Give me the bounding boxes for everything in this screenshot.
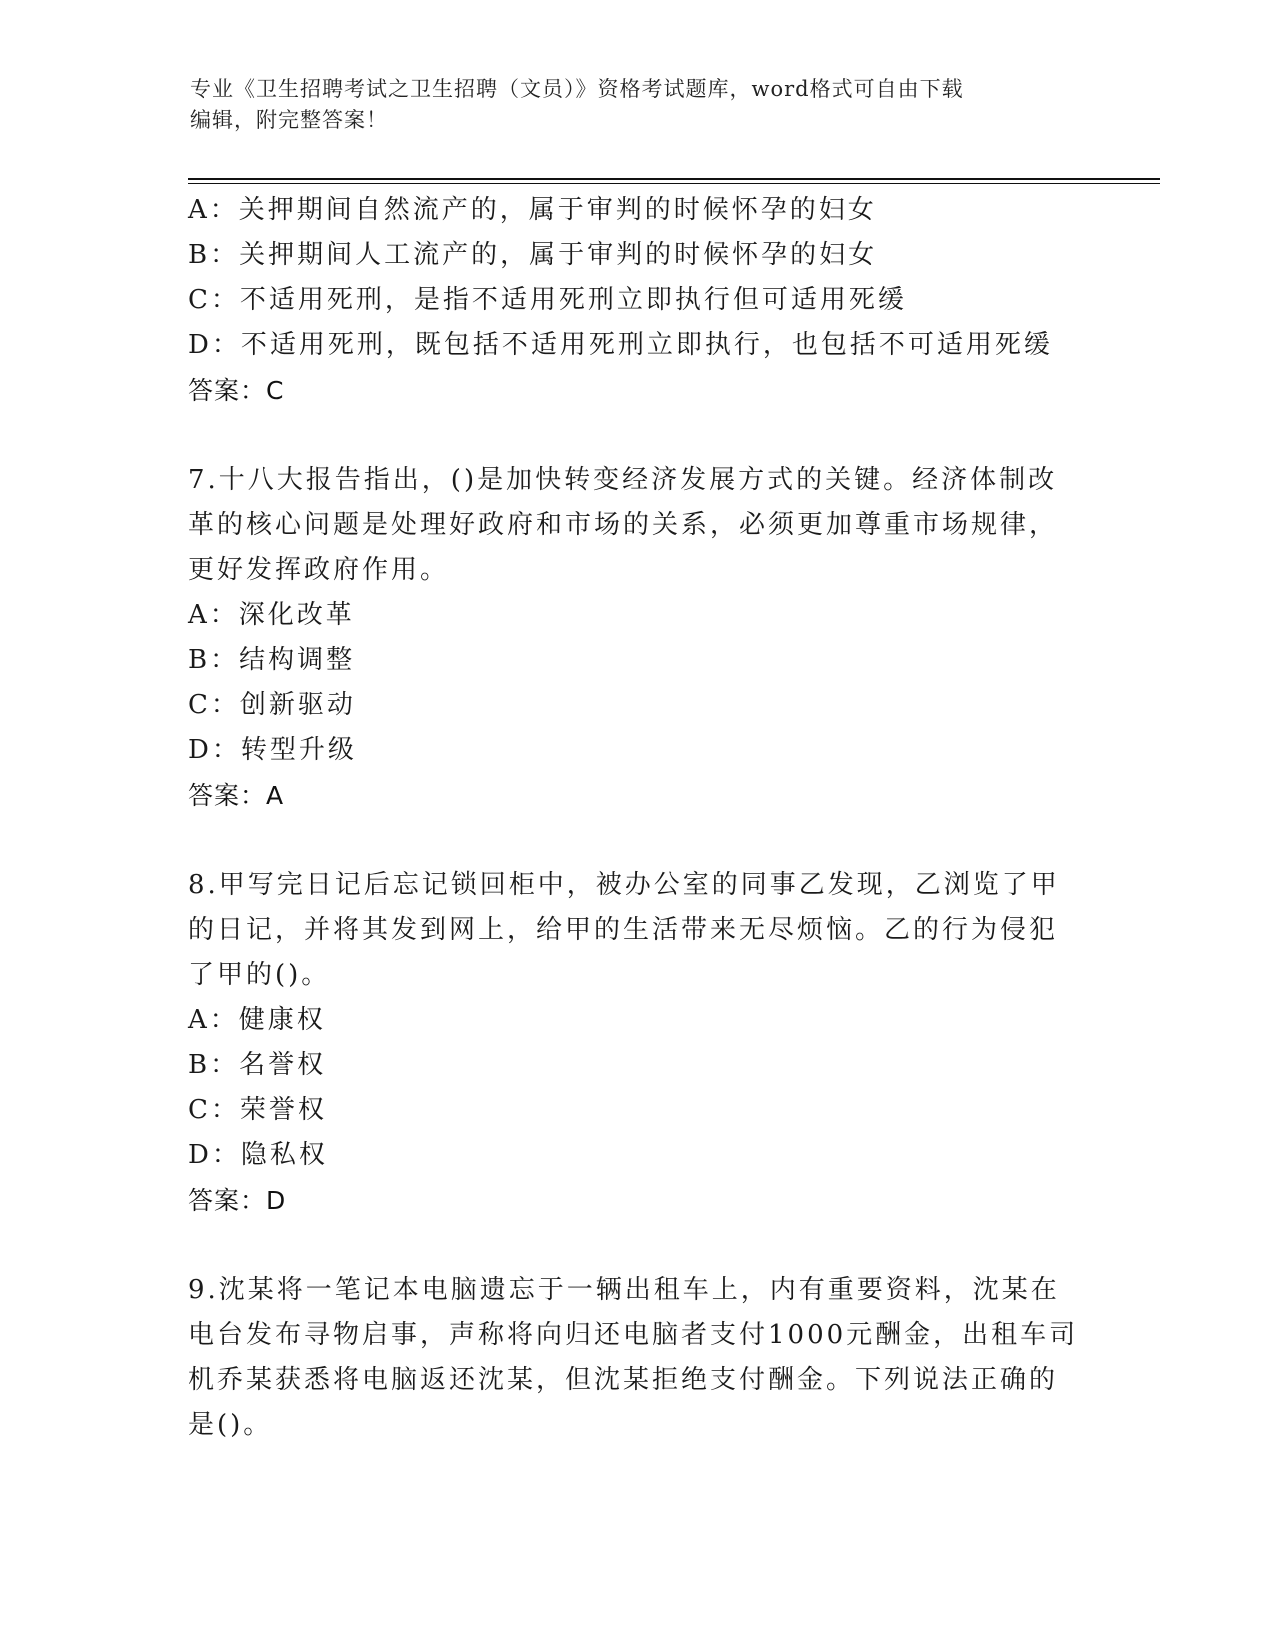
question-stem-line: 机乔某获悉将电脑返还沈某，但沈某拒绝支付酬金。下列说法正确的 xyxy=(188,1365,1059,1395)
spacer xyxy=(188,819,1088,863)
answer: 答案：C xyxy=(188,376,285,405)
question-stem-line: 7.十八大报告指出，()是加快转变经济发展方式的关键。经济体制改 xyxy=(188,465,1058,495)
header-line-2: 编辑，附完整答案！ xyxy=(190,108,388,132)
option-c: C：不适用死刑，是指不适用死刑立即执行但可适用死缓 xyxy=(188,285,907,315)
spacer xyxy=(188,1224,1088,1268)
question-stem-line: 革的核心问题是处理好政府和市场的关系，必须更加尊重市场规律， xyxy=(188,510,1059,540)
question-6 xyxy=(188,188,1088,414)
answer: 答案：A xyxy=(188,781,285,810)
question-stem-line: 更好发挥政府作用。 xyxy=(188,555,450,585)
option-c: C：创新驱动 xyxy=(188,690,356,720)
header-line-1: 专业《卫生招聘考试之卫生招聘（文员）》资格考试题库，word格式可自由下载 xyxy=(190,77,964,101)
option-b: B：关押期间人工流产的，属于审判的时候怀孕的妇女 xyxy=(188,240,878,270)
question-stem-line: 8.甲写完日记后忘记锁回柜中，被办公室的同事乙发现，乙浏览了甲 xyxy=(188,870,1060,900)
option-c: C：荣誉权 xyxy=(188,1095,327,1125)
header-divider-thin xyxy=(188,183,1160,184)
option-b: B：名誉权 xyxy=(188,1050,327,1080)
question-stem-line: 的日记，并将其发到网上，给甲的生活带来无尽烦恼。乙的行为侵犯 xyxy=(188,915,1059,945)
option-b: B：结构调整 xyxy=(188,645,356,675)
question-stem-line: 是()。 xyxy=(188,1410,273,1440)
option-a: A：健康权 xyxy=(188,1005,326,1035)
document-header xyxy=(190,74,1090,136)
option-a: A：关押期间自然流产的，属于审判的时候怀孕的妇女 xyxy=(188,195,877,225)
question-8 xyxy=(188,863,1088,1224)
question-content xyxy=(188,188,1088,1448)
question-9 xyxy=(188,1268,1088,1448)
spacer xyxy=(188,414,1088,458)
question-stem-line: 了甲的()。 xyxy=(188,960,331,990)
question-stem-line: 9.沈某将一笔记本电脑遗忘于一辆出租车上，内有重要资料，沈某在 xyxy=(188,1275,1060,1305)
question-stem-line: 电台发布寻物启事，声称将向归还电脑者支付1000元酬金，出租车司 xyxy=(188,1320,1079,1350)
question-7 xyxy=(188,458,1088,819)
option-a: A：深化改革 xyxy=(188,600,355,630)
answer: 答案：D xyxy=(188,1186,287,1215)
option-d: D：转型升级 xyxy=(188,735,357,765)
option-d: D：不适用死刑，既包括不适用死刑立即执行，也包括不可适用死缓 xyxy=(188,330,1053,360)
header-divider-thick xyxy=(188,178,1160,180)
option-d: D：隐私权 xyxy=(188,1140,328,1170)
